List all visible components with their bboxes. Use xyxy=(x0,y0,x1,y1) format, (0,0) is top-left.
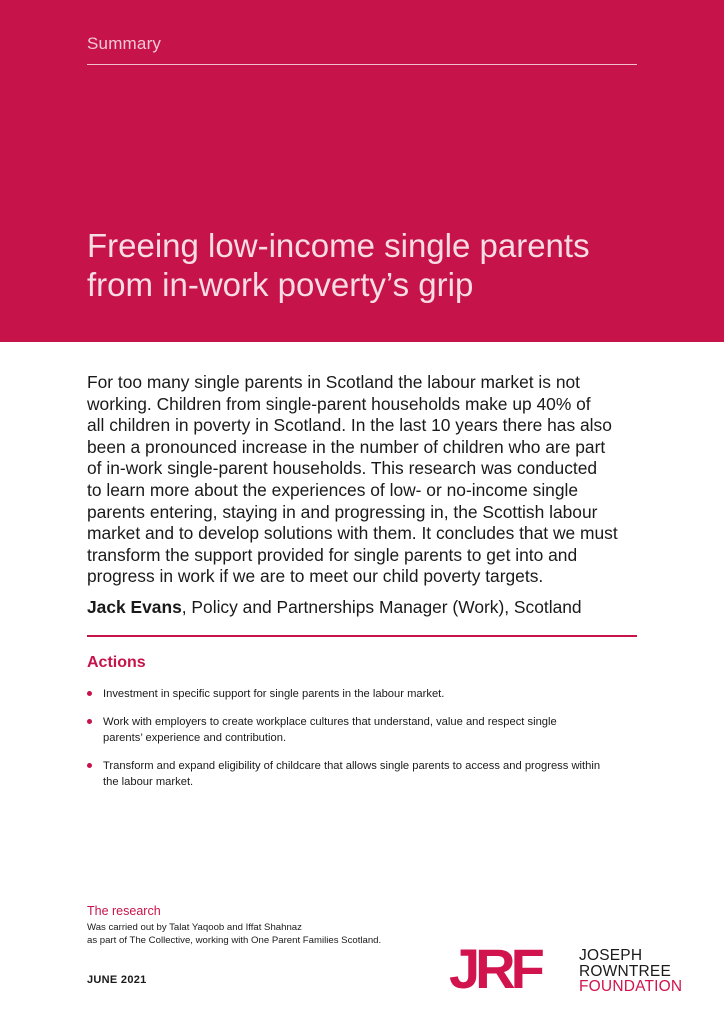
action-text: parents’ experience and contribution. xyxy=(103,732,287,744)
header-banner xyxy=(0,0,724,342)
action-item xyxy=(87,758,647,790)
kicker-divider xyxy=(87,64,637,65)
logo-word: FOUNDATION xyxy=(579,978,683,995)
logo-word: JOSEPH xyxy=(579,947,643,964)
jrf-logo xyxy=(449,937,699,1000)
bullet-icon xyxy=(87,691,92,696)
actions-heading: Actions xyxy=(87,654,146,671)
research-line: as part of The Collective, working with One Parent Families Scotland. xyxy=(87,935,382,946)
author-credit xyxy=(87,596,647,618)
logo-wordmark xyxy=(579,948,682,995)
bullet-icon xyxy=(87,719,92,724)
actions-list xyxy=(87,686,647,790)
intro-paragraph xyxy=(87,372,647,588)
logo-mark: JRF xyxy=(449,937,540,1000)
action-item xyxy=(87,686,647,702)
bullet-icon xyxy=(87,763,92,768)
actions-divider xyxy=(87,635,637,637)
action-text: Transform and expand eligibility of childcare that allows single parents to access and progress within xyxy=(103,760,601,772)
research-credit xyxy=(87,921,487,947)
title-line: from in-work poverty’s grip xyxy=(87,266,474,303)
intro-line: For too many single parents in Scotland the labour market is not xyxy=(87,372,580,392)
action-item xyxy=(87,714,647,746)
author-role: , Policy and Partnerships Manager (Work), Scotland xyxy=(181,597,582,617)
publication-date: JUNE 2021 xyxy=(87,974,147,986)
research-heading: The research xyxy=(87,904,161,918)
intro-line: been a pronounced increase in the number of children who are part xyxy=(87,436,606,457)
intro-line: all children in poverty in Scotland. In the last 10 years there has also xyxy=(87,415,612,436)
intro-line: progress in work if we are to meet our child poverty targets. xyxy=(87,566,544,587)
action-text: Investment in specific support for single parents in the labour market. xyxy=(103,688,445,700)
section-kicker: Summary xyxy=(87,34,162,53)
title-line: Freeing low-income single parents xyxy=(87,227,590,264)
intro-line: transform the support provided for single parents to get into and xyxy=(87,544,578,565)
intro-line: market and to develop solutions with them. It concludes that we must xyxy=(87,523,618,544)
intro-line: working. Children from single-parent households make up 40% of xyxy=(87,393,591,414)
logo-word: ROWNTREE xyxy=(579,962,672,980)
intro-line: parents entering, staying in and progressing in, the Scottish labour xyxy=(87,501,598,522)
action-text: Work with employers to create workplace cultures that understand, value and respect single xyxy=(103,716,557,728)
intro-line: to learn more about the experiences of low- or no-income single xyxy=(87,479,579,500)
page-title xyxy=(87,226,687,304)
action-text: the labour market. xyxy=(103,776,194,788)
research-line: Was carried out by Talat Yaqoob and Iffat Shahnaz xyxy=(87,922,302,933)
author-name: Jack Evans xyxy=(87,597,182,617)
intro-line: of in-work single-parent households. This research was conducted xyxy=(87,458,598,479)
